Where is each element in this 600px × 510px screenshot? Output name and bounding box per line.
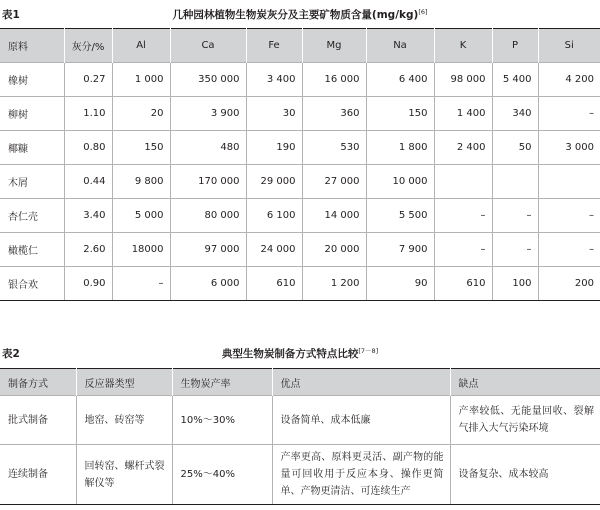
- table-cell: 10%～30%: [172, 396, 272, 445]
- table-cell: 530: [302, 131, 366, 165]
- table2-header-cell: 生物炭产率: [172, 369, 272, 396]
- table-cell: 2 400: [434, 131, 492, 165]
- table-cell: 批式制备: [0, 396, 76, 445]
- table-cell: 190: [246, 131, 302, 165]
- table-cell: 0.27: [64, 63, 112, 97]
- table-cell: 5 000: [112, 199, 170, 233]
- table-cell: 0.44: [64, 165, 112, 199]
- table-cell: 产率更高、原料更灵活、副产物的能量可回收用于反应本身、操作更简单、产物更清洁、可连续生产: [272, 445, 450, 505]
- table1-header-cell: Si: [538, 29, 600, 63]
- table-cell: 柳树: [0, 97, 64, 131]
- table-cell: 6 000: [170, 267, 246, 301]
- table-cell: 1 400: [434, 97, 492, 131]
- table-cell: 480: [170, 131, 246, 165]
- table1-reference: [6]: [418, 8, 428, 16]
- table-cell: –: [538, 233, 600, 267]
- table-row: [0, 165, 600, 199]
- table-cell: 10 000: [366, 165, 434, 199]
- table-cell: 4 200: [538, 63, 600, 97]
- table-cell: 产率较低、无能量回收、裂解气排入大气污染环境: [450, 396, 600, 445]
- table1-header-cell: P: [492, 29, 538, 63]
- table2-header-cell: 反应器类型: [76, 369, 172, 396]
- table-cell: 连续制备: [0, 445, 76, 505]
- table-cell: [538, 165, 600, 199]
- table-cell: –: [492, 233, 538, 267]
- table1-title: 几种园林植物生物炭灰分及主要矿物质含量(mg/kg): [172, 9, 419, 21]
- table2-title: 典型生物炭制备方式特点比较: [221, 348, 359, 360]
- table1-caption: [0, 6, 600, 22]
- table-cell: 340: [492, 97, 538, 131]
- table1-header-cell: 原料: [0, 29, 64, 63]
- table1-header-cell: Ca: [170, 29, 246, 63]
- table-cell: 3 400: [246, 63, 302, 97]
- table-cell: 20 000: [302, 233, 366, 267]
- table1-header-row: [0, 29, 600, 63]
- table-cell: 木屑: [0, 165, 64, 199]
- table2-label: 表2: [2, 348, 20, 360]
- table-row: [0, 396, 600, 445]
- table-cell: 6 400: [366, 63, 434, 97]
- table2-reference: [7－8]: [358, 347, 379, 355]
- table-cell: 25%～40%: [172, 445, 272, 505]
- table-cell: –: [112, 267, 170, 301]
- table2-caption: [0, 345, 600, 361]
- table-row: [0, 445, 600, 505]
- table-cell: –: [434, 233, 492, 267]
- table-cell: 设备简单、成本低廉: [272, 396, 450, 445]
- table2-header-cell: 优点: [272, 369, 450, 396]
- table-cell: 80 000: [170, 199, 246, 233]
- table-cell: 5 400: [492, 63, 538, 97]
- table-cell: 350 000: [170, 63, 246, 97]
- table-cell: 170 000: [170, 165, 246, 199]
- table-cell: 610: [434, 267, 492, 301]
- table-cell: 1.10: [64, 97, 112, 131]
- table-cell: 90: [366, 267, 434, 301]
- table-cell: 7 900: [366, 233, 434, 267]
- table1-header-cell: K: [434, 29, 492, 63]
- table-cell: 100: [492, 267, 538, 301]
- table1-label: 表1: [2, 9, 20, 21]
- table-row: [0, 199, 600, 233]
- table-cell: 24 000: [246, 233, 302, 267]
- table-cell: 地窑、砖窑等: [76, 396, 172, 445]
- table-cell: 29 000: [246, 165, 302, 199]
- table-cell: –: [492, 199, 538, 233]
- table1: [0, 28, 600, 301]
- table-row: [0, 131, 600, 165]
- table-row: [0, 267, 600, 301]
- table1-header-cell: 灰分/%: [64, 29, 112, 63]
- table-cell: 50: [492, 131, 538, 165]
- table-cell: 3.40: [64, 199, 112, 233]
- table-cell: 150: [112, 131, 170, 165]
- table1-title-wrap: [0, 7, 600, 22]
- table1-header-cell: Fe: [246, 29, 302, 63]
- table-row: [0, 63, 600, 97]
- table1-header-cell: Al: [112, 29, 170, 63]
- table1-header-cell: Mg: [302, 29, 366, 63]
- table-cell: –: [538, 199, 600, 233]
- table2-header-cell: 制备方式: [0, 369, 76, 396]
- table-cell: 2.60: [64, 233, 112, 267]
- table-cell: 回转窑、螺杆式裂解仪等: [76, 445, 172, 505]
- table-cell: 椰糠: [0, 131, 64, 165]
- table-cell: 6 100: [246, 199, 302, 233]
- table-cell: 5 500: [366, 199, 434, 233]
- table-cell: 16 000: [302, 63, 366, 97]
- table-cell: 27 000: [302, 165, 366, 199]
- table-cell: 3 900: [170, 97, 246, 131]
- table-cell: 150: [366, 97, 434, 131]
- table-cell: 360: [302, 97, 366, 131]
- table-cell: 14 000: [302, 199, 366, 233]
- table-cell: 9 800: [112, 165, 170, 199]
- table-cell: 97 000: [170, 233, 246, 267]
- table-cell: 银合欢: [0, 267, 64, 301]
- table2-header-row: [0, 369, 600, 396]
- table-cell: 3 000: [538, 131, 600, 165]
- table-cell: 0.80: [64, 131, 112, 165]
- table-cell: 设备复杂、成本较高: [450, 445, 600, 505]
- table1-header-cell: Na: [366, 29, 434, 63]
- table-cell: 20: [112, 97, 170, 131]
- table-cell: 0.90: [64, 267, 112, 301]
- table-cell: 18000: [112, 233, 170, 267]
- table-cell: [434, 165, 492, 199]
- table-cell: –: [434, 199, 492, 233]
- table-cell: 200: [538, 267, 600, 301]
- table-cell: 杏仁壳: [0, 199, 64, 233]
- table-cell: –: [538, 97, 600, 131]
- table-cell: 98 000: [434, 63, 492, 97]
- table-row: [0, 233, 600, 267]
- table-cell: 30: [246, 97, 302, 131]
- table2-title-wrap: [0, 346, 600, 361]
- table-cell: 橄榄仁: [0, 233, 64, 267]
- table-cell: 橡树: [0, 63, 64, 97]
- table-cell: 1 000: [112, 63, 170, 97]
- table-cell: 1 200: [302, 267, 366, 301]
- table-cell: 1 800: [366, 131, 434, 165]
- table-cell: 610: [246, 267, 302, 301]
- table-cell: [492, 165, 538, 199]
- table-row: [0, 97, 600, 131]
- table2-header-cell: 缺点: [450, 369, 600, 396]
- table2: [0, 368, 600, 505]
